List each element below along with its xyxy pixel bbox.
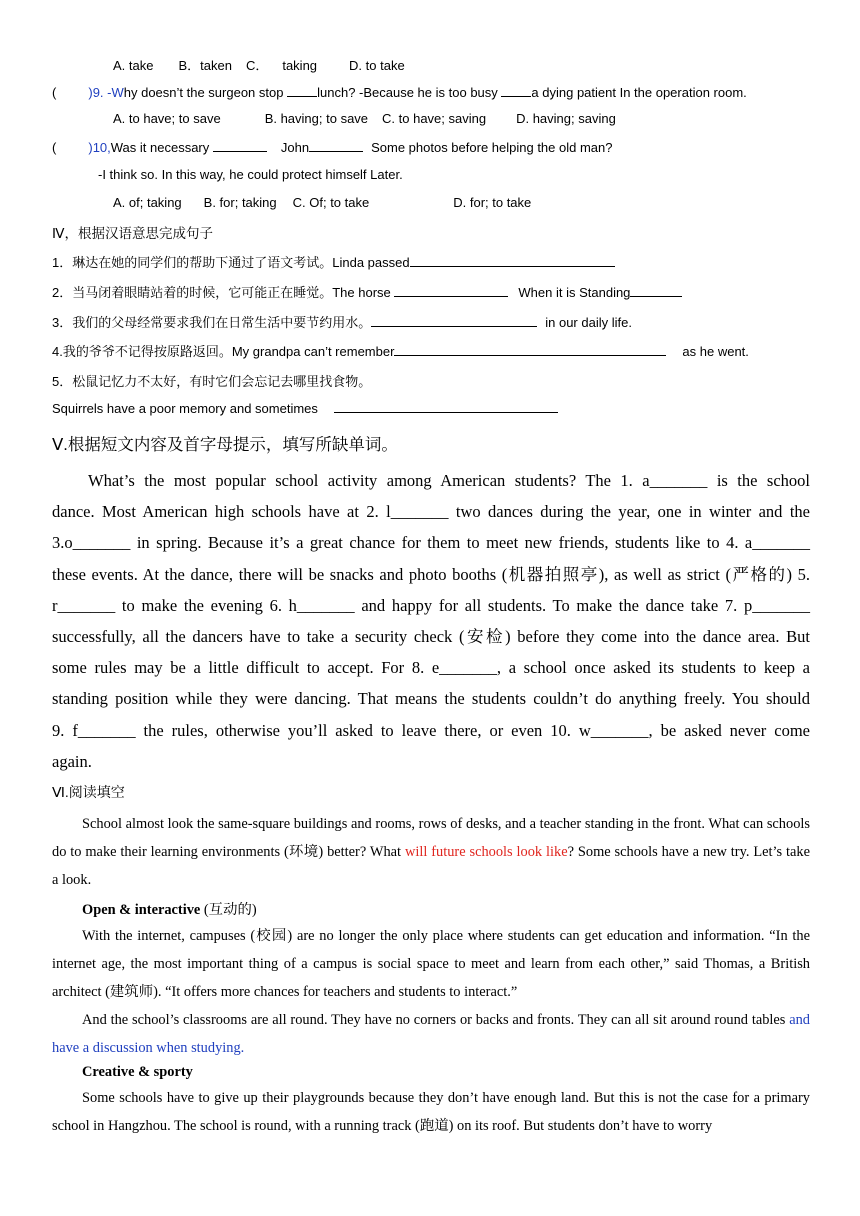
item4-chinese: 4.我的爷爷不记得按原路返回。 [52, 344, 232, 359]
q9-answer-slot[interactable] [56, 85, 88, 97]
q9-blank-1[interactable] [287, 84, 317, 97]
item5-english: Squirrels have a poor memory and sometimes [52, 401, 318, 416]
passage-line-2: dance. Most American high schools have at 2. l_______ two dances during the year, one in winter and the [52, 502, 810, 522]
item3-english-b: in our daily life. [545, 315, 632, 330]
q9-stem-a: hy doesn’t the surgeon stop [123, 85, 284, 100]
passage-line-8: standing position while they were dancing. That means the students couldn’t do anything freely. You should [52, 689, 810, 709]
item3-chinese: 3．我们的父母经常要求我们在日常生活中要节约用水。 [52, 315, 372, 330]
section4-item-3 [52, 312, 632, 331]
item2-blank-2[interactable] [630, 284, 682, 297]
q9-option-d[interactable]: D. having; saving [516, 111, 616, 126]
subheading-creative-sporty [82, 1064, 193, 1081]
section4-heading: Ⅳ，根据汉语意思完成句子 [52, 226, 213, 241]
q9-stem [52, 84, 747, 100]
section6-paragraph-3 [52, 1007, 810, 1063]
q10-options [113, 195, 531, 210]
q10-stem [52, 139, 612, 155]
passage-line-4: these events. At the dance, there will be snacks and photo booths (机器拍照亭), as well as strict (严格的) 5. [52, 564, 810, 584]
q8-options [113, 55, 405, 74]
item1-chinese: 1．琳达在她的同学们的帮助下通过了语文考试。 [52, 255, 333, 270]
q10-number: 10, [92, 140, 111, 155]
item5-blank[interactable] [334, 400, 558, 413]
passage-line-3: 3.o_______ in spring. Because it’s a great chance for them to meet new friends, students like to 4. a_______ [52, 533, 810, 553]
q10-stem-a: Was it necessary [110, 140, 210, 155]
section4-item-1 [52, 252, 615, 271]
item2-english-b: When it is Standing [518, 285, 631, 300]
section6-paragraph-4: Some schools have to give up their playgrounds because they don’t have enough land. But this is not the case for a primary school in Hangzhou. The school is round, with a running track (跑道) on its roof. But students don’t have to worry [52, 1090, 810, 1134]
section4-item-5-english [52, 400, 558, 416]
p1-highlight: will future schools look like [404, 843, 568, 860]
q10-stem-b: John [280, 140, 310, 155]
q10-option-d[interactable]: D. for; to take [453, 195, 532, 210]
section4-item-4 [52, 341, 749, 360]
q9-stem-b: lunch? -Because he is too busy [317, 85, 498, 100]
q10-stem-c: Some photos before helping the old man? [371, 140, 613, 155]
section4-item-5 [52, 371, 371, 390]
q8-option-a[interactable]: A. take [113, 58, 154, 73]
item1-english: Linda passed [332, 255, 410, 270]
item5-chinese: 5．松鼠记忆力不太好，有时它们会忘记去哪里找食物。 [52, 374, 372, 389]
q9-options [113, 111, 616, 126]
section6-paragraph-1 [52, 811, 810, 894]
section4-item-2 [52, 282, 682, 301]
p3-text: And the school’s classrooms are all round. They have no corners or backs and fronts. They can all sit around round tables [82, 1012, 790, 1028]
q8-option-c[interactable]: taking [282, 58, 318, 73]
q9-option-c[interactable]: C. to have; saving [382, 111, 487, 126]
q10-option-a[interactable]: A. of; taking [113, 195, 182, 210]
subheading-open-interactive [82, 898, 257, 919]
passage-line-1: What’s the most popular school activity among American students? The 1. a_______ is the school [88, 471, 810, 490]
item2-chinese: 2．当马闭着眼睛站着的时候，它可能正在睡觉。 [52, 285, 333, 300]
subheading-1-bold: Open & interactive [82, 902, 201, 918]
section5-heading: Ⅴ.根据短文内容及首字母提示，填写所缺单词。 [52, 436, 398, 454]
item4-blank[interactable] [394, 343, 666, 356]
passage-line-9: 9. f_______ the rules, otherwise you’ll asked to leave there, or even 10. w_______, be asked never come [52, 720, 810, 740]
p3-highlight: and have a discussion when studying. [52, 1012, 810, 1056]
passage-line-5: r_______ to make the evening 6. h_______ and happy for all students. To make the dance take 7. p_______ [52, 595, 810, 615]
item4-english-b: as he went. [682, 344, 749, 359]
p1-text-a: School almost look the same-square buildings and rooms, rows of desks, and a teacher standing in the front. What can schools do to make their learning environments (环境) better? What [52, 816, 810, 860]
item2-blank-1[interactable] [394, 284, 508, 297]
p1-text-b: ? Some schools have a new try. Let’s take a look. [52, 843, 810, 888]
q10-reply: -I think so. In this way, he could protect himself Later. [98, 167, 403, 182]
q9-paren-open: ( [52, 85, 57, 100]
q10-answer-slot[interactable] [56, 140, 88, 152]
item4-english-a: My grandpa can’t remember [231, 344, 395, 359]
item3-blank[interactable] [371, 314, 537, 327]
q10-paren-close: ) [88, 140, 93, 155]
q8-option-b[interactable]: B．taken [178, 58, 232, 73]
subheading-2-bold: Creative & sporty [82, 1064, 193, 1080]
item1-blank[interactable] [410, 254, 615, 267]
q9-blank-2[interactable] [501, 84, 531, 97]
q8-option-d[interactable]: D. to take [349, 58, 405, 73]
q10-option-c[interactable]: C. Of; to take [292, 195, 370, 210]
q9-stem-c: a dying patient In the operation room. [531, 85, 747, 100]
passage-line-10: again. [52, 751, 92, 771]
q9-option-a[interactable]: A. to have; to save [113, 111, 221, 126]
q10-option-b[interactable]: B. for; taking [203, 195, 277, 210]
q10-blank-2[interactable] [309, 139, 363, 152]
q9-number: 9. -W [92, 85, 124, 100]
subheading-1-rest: (互动的) [200, 902, 257, 918]
passage-line-7: some rules may be a little difficult to accept. For 8. e_______, a school once asked its students to keep a [52, 658, 810, 678]
q10-paren-open: ( [52, 140, 57, 155]
section5-passage [52, 465, 810, 777]
section6-paragraph-2: With the internet, campuses (校园) are no longer the only place where students can get education and information. “In the internet age, the most important thing of a campus is social space to meet and learn from each other,” said Thomas, a British architect (建筑师). “It offers more chances for teachers and students to interact.” [52, 928, 810, 1000]
item2-english-a: The horse [332, 285, 391, 300]
q9-paren-close: ) [88, 85, 93, 100]
q9-option-b[interactable]: B. having; to save [264, 111, 369, 126]
passage-line-6: successfully, all the dancers have to take a security check (安检) before they come into the dance area. But [52, 627, 810, 647]
section6-heading: Ⅵ.阅读填空 [52, 784, 125, 800]
q8-option-c-letter[interactable]: C． [245, 58, 269, 73]
q10-blank-1[interactable] [213, 139, 267, 152]
